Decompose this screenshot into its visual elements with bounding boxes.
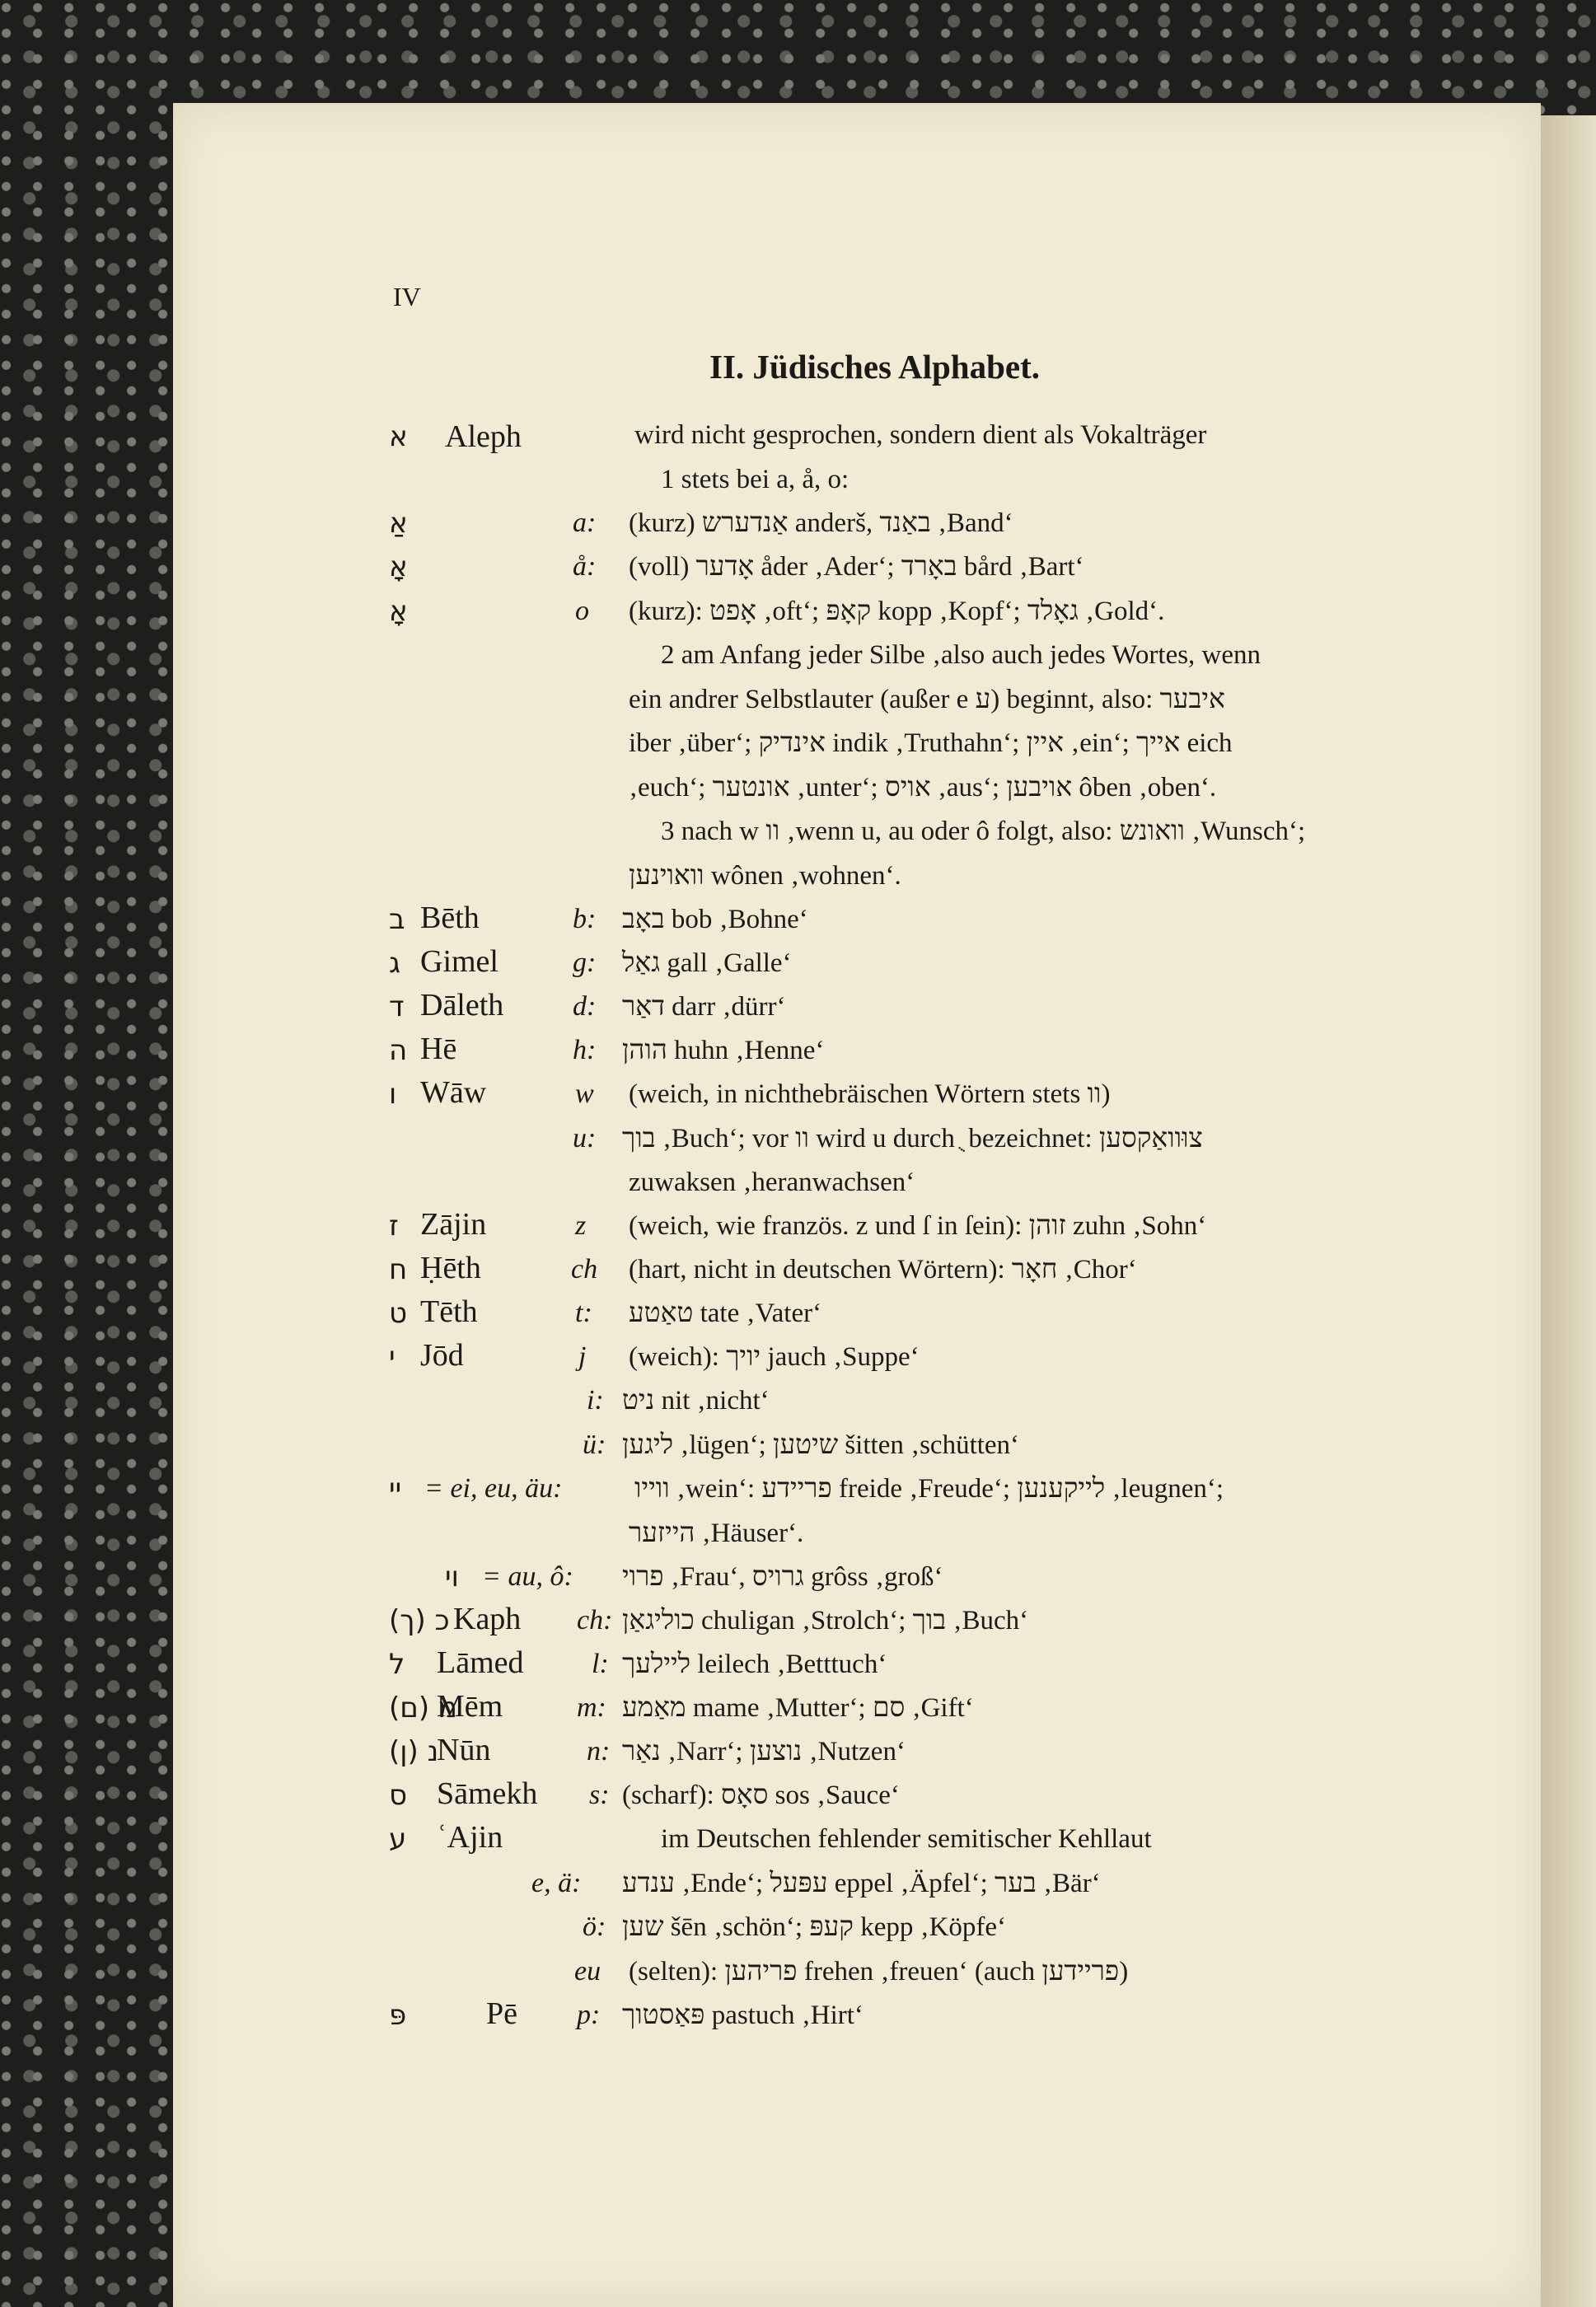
sym-w: w — [575, 1079, 594, 1109]
example-p: פּאַסטוך pastuch ‚Hirt‘ — [622, 2000, 864, 2030]
sym-k: ch: — [577, 1605, 613, 1635]
example-u-2: zuwaksen ‚heranwachsen‘ — [629, 1168, 915, 1197]
sym-oe: ö: — [583, 1912, 606, 1942]
name-zajin: Zājin — [420, 1207, 487, 1242]
letter-aleph-kamatz: אָ — [389, 550, 408, 583]
sym-ei: = ei, eu, äu: — [424, 1473, 563, 1504]
example-e: ענדע ‚Ende‘; עפּעל eppel ‚Äpfel‘; בער ‚Bär‘ — [622, 1869, 1101, 1898]
sym-t: t: — [575, 1298, 592, 1328]
example-u: בוך ‚Buch‘; vor וו wird u durch ֻ bezeichnet: צוּוואַקסען — [622, 1124, 1203, 1154]
letter-kaph: כ (ך) — [389, 1604, 450, 1637]
line-04: (voll) אָדער åder ‚Ader‘; באָרד bård ‚Bart‘ — [629, 552, 1084, 582]
example-ch: (hart, nicht in deutschen Wörtern): חאָר ‚Chor‘ — [629, 1255, 1137, 1285]
letter-samekh: ס — [389, 1779, 408, 1812]
sym-z: z — [575, 1210, 587, 1241]
sym-eu: eu — [574, 1956, 601, 1986]
name-aleph: Aleph — [445, 419, 522, 454]
letter-he: ה — [389, 1034, 408, 1067]
example-w: (weich, in nichthebräischen Wörtern stets וו) — [629, 1079, 1111, 1109]
name-pe: Pē — [486, 1996, 517, 2031]
example-h: הוהן huhn ‚Henne‘ — [622, 1036, 825, 1065]
sym-h: h: — [573, 1035, 597, 1065]
sym-b: b: — [573, 904, 597, 934]
line-11: וואוינען wônen ‚wohnen‘. — [629, 861, 901, 891]
sym-a: a: — [573, 508, 597, 538]
line-05: (kurz): אָפט ‚oft‘; קאָפּ kopp ‚Kopf‘; גאָלד ‚Gold‘. — [629, 597, 1165, 626]
name-teth: Tēth — [420, 1294, 478, 1329]
letter-pe: פּ — [389, 1999, 407, 2032]
example-j: (weich): יויך jauch ‚Suppe‘ — [629, 1342, 920, 1372]
sym-g: g: — [573, 948, 597, 978]
sym-n: n: — [587, 1736, 611, 1767]
line-10: 3 nach w וו ‚wenn u, au oder ô folgt, also: וואונש ‚Wunsch‘; — [661, 817, 1306, 846]
example-g: גאַל gall ‚Galle‘ — [622, 948, 792, 978]
page-title: II. Jüdisches Alphabet. — [709, 348, 1041, 386]
name-heth: Ḥēth — [420, 1251, 481, 1285]
sym-i: i: — [587, 1385, 604, 1416]
line-03: (kurz) אַנדערש anderš, באַנד ‚Band‘ — [629, 508, 1013, 538]
letter-ajin: ע — [389, 1823, 407, 1855]
right-page-edge — [1541, 115, 1596, 2307]
example-i: ניט nit ‚nicht‘ — [622, 1386, 770, 1416]
letter-daleth: ד — [389, 990, 405, 1023]
sym-u: u: — [573, 1123, 597, 1154]
example-m: מאַמע mame ‚Mutter‘; סם ‚Gift‘ — [622, 1693, 974, 1723]
letter-aleph-kamatz-o: אָ — [389, 595, 408, 628]
letter-double-jod: יי — [389, 1472, 402, 1505]
line-02: 1 stets bei a, å, o: — [661, 465, 849, 494]
example-oe: שען šēn ‚schön‘; קעפּ kepp ‚Köpfe‘ — [622, 1912, 1007, 1942]
line-01: wird nicht gesprochen, sondern dient als Vokalträger — [634, 420, 1207, 450]
letter-gimel: ג — [389, 947, 401, 980]
ajin-description: im Deutschen fehlender semitischer Kehllaut — [661, 1824, 1152, 1854]
name-nun: Nūn — [437, 1733, 491, 1767]
sym-s: s: — [589, 1780, 610, 1810]
line-08: iber ‚über‘; אינדיק indik ‚Truthahn‘; איין ‚ein‘; אייך eich — [629, 728, 1233, 758]
sym-p: p: — [577, 2000, 601, 2030]
letter-aleph: א — [389, 420, 408, 453]
letter-mem: מ (ם) — [389, 1692, 457, 1724]
name-he: Hē — [420, 1032, 457, 1066]
name-waw: Wāw — [420, 1075, 487, 1110]
line-09: ‚euch‘; אונטער ‚unter‘; אויס ‚aus‘; אויבען ôben ‚oben‘. — [629, 773, 1217, 803]
letter-aleph-patach: אַ — [389, 507, 408, 540]
letter-waw-jod: וי — [445, 1561, 459, 1593]
name-samekh: Sāmekh — [437, 1776, 538, 1811]
sym-d: d: — [573, 991, 597, 1022]
letter-jod: י — [389, 1341, 395, 1373]
example-z: (weich, wie französ. z und ſ in ſein): זוהן zuhn ‚Sohn‘ — [629, 1211, 1207, 1241]
example-ue: ליגען ‚lügen‘; שיטען šitten ‚schütten‘ — [622, 1430, 1020, 1460]
sym-au: = au, ô: — [482, 1561, 573, 1592]
sym-o: o — [575, 596, 589, 626]
letter-waw: ו — [389, 1078, 397, 1111]
name-daleth: Dāleth — [420, 988, 504, 1022]
example-eu: (selten): פריהען frehen ‚freuen‘ (auch פריידען) — [629, 1957, 1129, 1986]
example-t: טאַטע tate ‚Vater‘ — [629, 1299, 822, 1328]
name-lamed: Lāmed — [437, 1645, 524, 1680]
line-07: ein andrer Selbstlauter (außer e ע) beginnt, also: איבער — [629, 685, 1225, 714]
name-gimel: Gimel — [420, 944, 498, 979]
letter-nun: נ (ן) — [389, 1735, 439, 1768]
sym-e: e, ä: — [531, 1868, 582, 1898]
letter-heth: ח — [389, 1253, 408, 1286]
name-kaph: Kaph — [453, 1602, 522, 1636]
example-ei-2: הייזער ‚Häuser‘. — [629, 1519, 804, 1548]
example-l: ליילעך leilech ‚Betttuch‘ — [622, 1650, 887, 1679]
letter-teth: ט — [389, 1297, 408, 1330]
sym-j: j — [578, 1341, 587, 1372]
sym-aa: å: — [573, 551, 597, 582]
letter-zajin: ז — [389, 1210, 399, 1242]
example-ei: ווייו ‚wein‘: פריידע freide ‚Freude‘; לייקענען ‚leugnen‘; — [634, 1474, 1224, 1504]
sym-ch: ch — [571, 1254, 598, 1285]
sym-m: m: — [577, 1692, 606, 1723]
book-page — [173, 103, 1541, 2307]
name-jod: Jōd — [420, 1338, 464, 1373]
name-beth: Bēth — [420, 901, 480, 935]
sym-ue: ü: — [583, 1430, 606, 1460]
page-number: IV — [393, 282, 421, 311]
letter-beth: ב — [389, 903, 405, 936]
example-b: באָב bob ‚Bohne‘ — [622, 905, 808, 934]
example-s: (scharf): סאָס sos ‚Sauce‘ — [622, 1781, 900, 1810]
letter-lamed: ל — [389, 1648, 405, 1681]
name-mem: Mēm — [437, 1689, 503, 1724]
example-d: דאַר darr ‚dürr‘ — [622, 992, 786, 1022]
example-au: פרוי ‚Frau‘, גרויס grôss ‚groß‘ — [622, 1562, 943, 1592]
sym-l: l: — [592, 1649, 609, 1679]
name-ajin: ʿAjin — [437, 1820, 503, 1855]
example-k: כוליגאַן chuligan ‚Strolch‘; בוך ‚Buch‘ — [622, 1606, 1029, 1635]
example-n: נאַר ‚Narr‘; נוצען ‚Nutzen‘ — [622, 1737, 906, 1767]
line-06: 2 am Anfang jeder Silbe ‚also auch jedes Wortes, wenn — [661, 640, 1261, 670]
